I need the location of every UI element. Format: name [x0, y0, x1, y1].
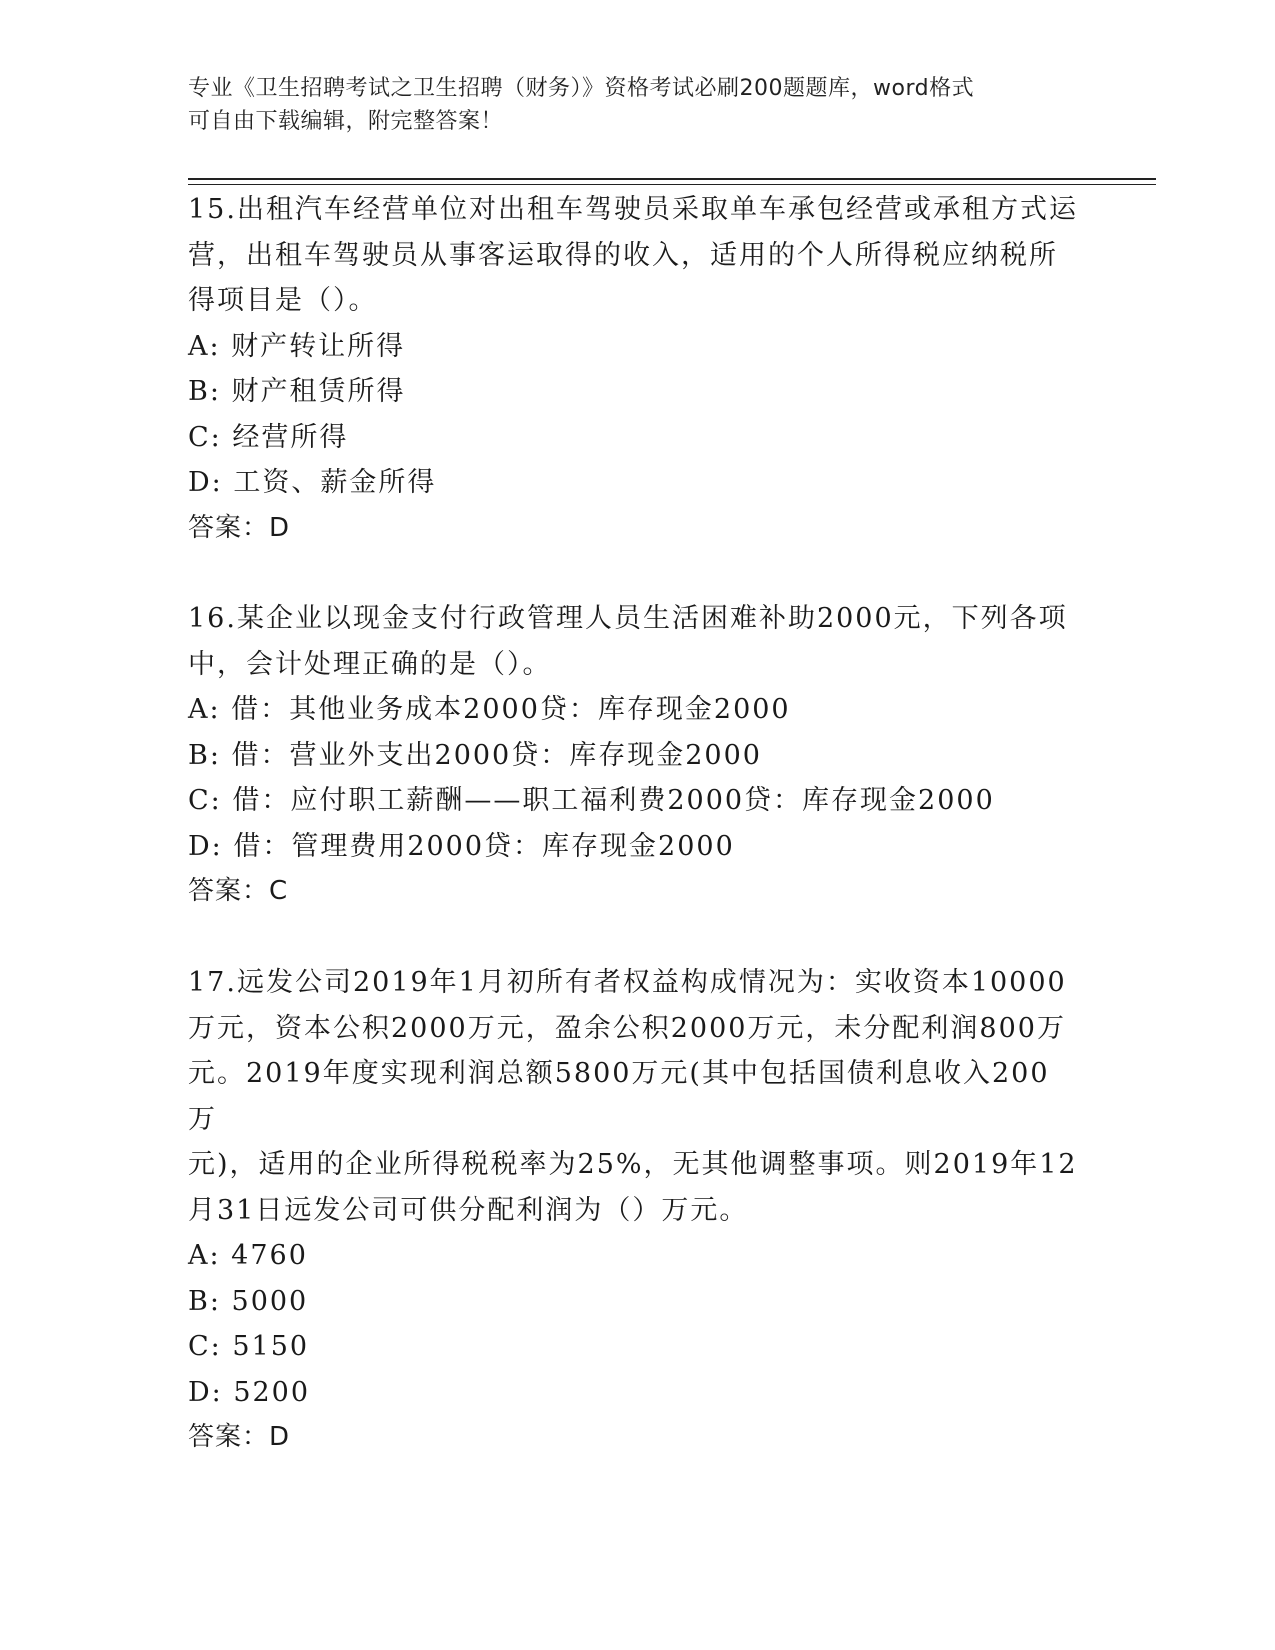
option-b: B: 借：营业外支出2000贷：库存现金2000 [188, 739, 762, 771]
header-line-2: 可自由下载编辑，附完整答案！ [188, 109, 504, 134]
option-d: D: 5200 [188, 1376, 311, 1408]
question-stem-line: 元。2019年度实现利润总额5800万元(其中包括国债利息收入200万 [188, 1058, 1050, 1135]
option-d: D: 借：管理费用2000贷：库存现金2000 [188, 830, 735, 862]
option-c: C: 5150 [188, 1331, 310, 1362]
option-c: C: 借：应付职工薪酬——职工福利费2000贷：库存现金2000 [188, 785, 995, 816]
question-stem-line: 万元，资本公积2000万元，盈余公积2000万元，未分配利润800万 [188, 1012, 1066, 1044]
option-d: D: 工资、薪金所得 [188, 467, 437, 498]
question-16 [188, 596, 1078, 915]
question-stem-line: 元)，适用的企业所得税税率为25%，无其他调整事项。则2019年12 [188, 1149, 1078, 1180]
option-c: C: 经营所得 [188, 421, 349, 453]
answer-line: 答案：D [188, 512, 291, 543]
question-stem-line: 月31日远发公司可供分配利润为（）万元。 [188, 1194, 749, 1226]
header-line-1: 专业《卫生招聘考试之卫生招聘（财务）》资格考试必刷200题题库，word格式 [188, 76, 975, 101]
question-stem-line: 16.某企业以现金支付行政管理人员生活困难补助2000元，下列各项 [188, 603, 1068, 634]
question-stem-line: 15.出租汽车经营单位对出租车驾驶员采取单车承包经营或承租方式运 [188, 194, 1078, 225]
answer-line: 答案：D [188, 1422, 291, 1452]
option-a: A: 财产转让所得 [188, 330, 406, 362]
document-header [188, 72, 1068, 138]
option-a: A: 借：其他业务成本2000贷：库存现金2000 [188, 694, 791, 725]
question-stem-line: 17.远发公司2019年1月初所有者权益构成情况为：实收资本10000 [188, 967, 1067, 998]
option-a: A: 4760 [188, 1240, 308, 1271]
answer-line: 答案：C [188, 876, 289, 906]
option-b: B: 5000 [188, 1285, 309, 1317]
question-stem-line: 得项目是（）。 [188, 285, 378, 316]
question-stem-line: 中，会计处理正确的是（）。 [188, 648, 552, 680]
question-17 [188, 960, 1078, 1461]
option-b: B: 财产租赁所得 [188, 376, 406, 407]
header-divider-thick [188, 178, 1156, 180]
question-stem-line: 营，出租车驾驶员从事客运取得的收入，适用的个人所得税应纳税所 [188, 239, 1058, 271]
header-divider-thin [188, 184, 1156, 185]
question-15 [188, 187, 1078, 551]
